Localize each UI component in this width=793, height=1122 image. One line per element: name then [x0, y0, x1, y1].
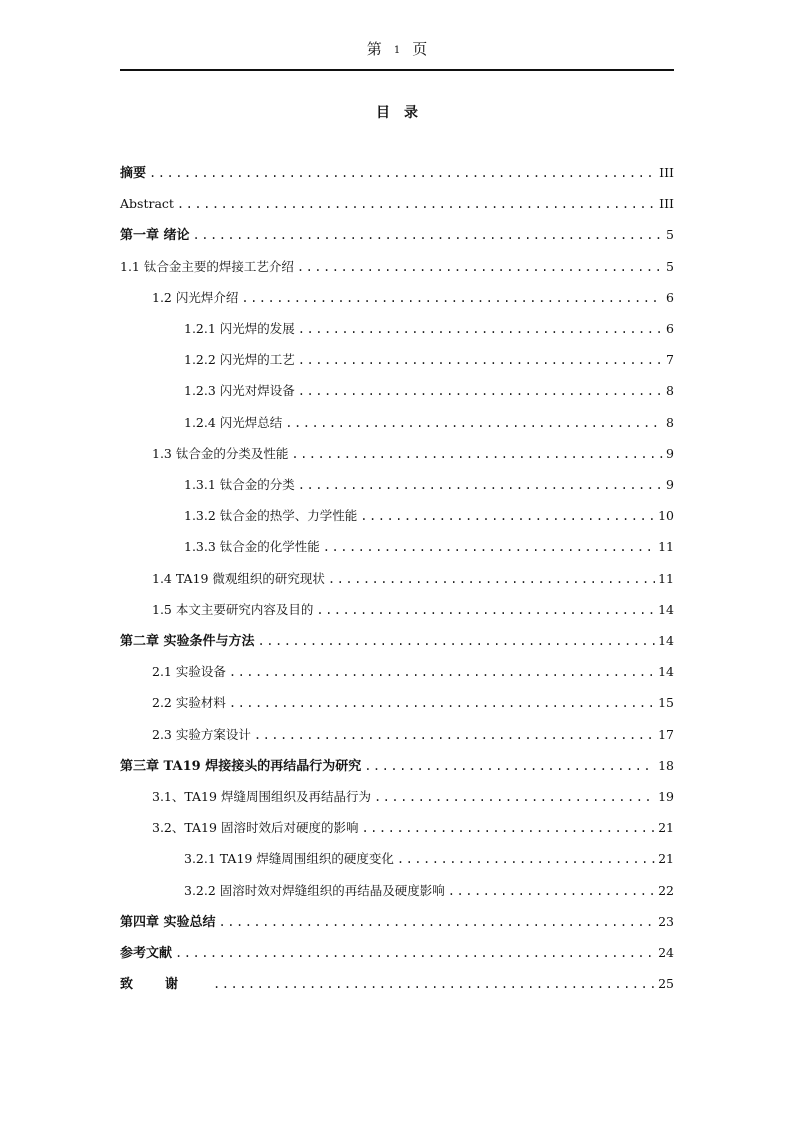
- toc-entry-label: 参考文献: [120, 946, 173, 961]
- toc-entry[interactable]: [120, 193, 674, 215]
- toc-leader-dots: [213, 973, 655, 995]
- toc-entry-page: 11: [658, 570, 674, 586]
- toc-leader-dots: [316, 599, 655, 621]
- toc-entry[interactable]: [120, 661, 674, 683]
- toc-entry-label: 第一章 绪论: [120, 228, 190, 244]
- toc-leader-dots: [297, 256, 663, 278]
- toc-leader-dots: [298, 474, 663, 496]
- toc-leader-dots: [298, 318, 663, 340]
- toc-entry-label: 1.3.3 钛合金的化学性能: [184, 539, 320, 555]
- toc-entry[interactable]: [120, 380, 674, 402]
- toc-leader-dots: [241, 287, 663, 309]
- toc-entry[interactable]: [120, 349, 674, 371]
- toc-entry-label: 1.5 本文主要研究内容及目的: [152, 601, 314, 617]
- toc-entry-label: 1.2 闪光焊介绍: [152, 289, 239, 305]
- toc-entry-page: III: [659, 196, 674, 212]
- toc-entry-page: 6: [666, 321, 674, 336]
- toc-entry-label: 1.1 钛合金主要的焊接工艺介绍: [120, 258, 294, 274]
- toc-leader-dots: [361, 817, 655, 839]
- toc-leader-dots: [193, 224, 664, 246]
- toc-entry-label: 1.2.4 闪光焊总结: [184, 414, 283, 430]
- toc-entry-label: 2.2 实验材料: [152, 695, 226, 711]
- toc-entry[interactable]: [120, 911, 674, 933]
- toc-entry[interactable]: [120, 318, 674, 340]
- toc-leader-dots: [360, 505, 655, 527]
- toc-entry-label: 1.3.1 钛合金的分类: [184, 477, 295, 492]
- toc-leader-dots: [219, 911, 656, 933]
- toc-entry-page: 21: [658, 820, 674, 836]
- toc-entry-label: 3.1、TA19 焊缝周围组织及再结晶行为: [152, 789, 371, 804]
- toc-entry-page: III: [659, 165, 674, 180]
- toc-entry-page: 24: [658, 945, 674, 960]
- toc-entry[interactable]: [120, 848, 674, 870]
- toc-leader-dots: [229, 692, 655, 714]
- toc-leader-dots: [328, 568, 655, 590]
- toc-entry-label: 致谢: [120, 977, 211, 993]
- toc-leader-dots: [298, 349, 663, 371]
- toc-entry-page: 22: [658, 882, 674, 898]
- toc-entry-page: 8: [666, 414, 674, 430]
- toc-entry[interactable]: [120, 287, 674, 309]
- toc-entry-page: 6: [666, 289, 674, 305]
- toc-leader-dots: [397, 848, 655, 870]
- toc-entry-label: 1.2.2 闪光焊的工艺: [184, 352, 295, 368]
- toc-leader-dots: [177, 193, 656, 215]
- toc-entry[interactable]: [120, 724, 674, 746]
- toc-entry-label: 1.4 TA19 微观组织的研究现状: [152, 570, 325, 586]
- toc-entry-page: 19: [658, 789, 674, 804]
- toc-entry[interactable]: [120, 692, 674, 714]
- toc-entry-label: 3.2、TA19 固溶时效后对硬度的影响: [152, 820, 359, 836]
- toc-entry-page: 9: [666, 445, 674, 461]
- toc-entry-page: 9: [666, 477, 674, 492]
- toc-entry[interactable]: [120, 162, 674, 184]
- toc-entry-label: 2.1 实验设备: [152, 664, 226, 680]
- toc-entry[interactable]: [120, 755, 674, 777]
- toc-leader-dots: [298, 380, 663, 402]
- toc-entry[interactable]: [120, 568, 674, 590]
- toc-entry-page: 5: [666, 258, 674, 274]
- toc-entry[interactable]: [120, 224, 674, 246]
- toc-entry[interactable]: [120, 817, 674, 839]
- toc-entry[interactable]: [120, 412, 674, 434]
- toc-entry-page: 21: [658, 851, 674, 867]
- toc-entry[interactable]: [120, 256, 674, 278]
- toc-entry[interactable]: [120, 973, 674, 995]
- toc-entry[interactable]: [120, 599, 674, 621]
- toc-entry[interactable]: [120, 474, 674, 496]
- toc-entry[interactable]: [120, 880, 674, 902]
- toc-entry-label: 第四章 实验总结: [120, 914, 216, 930]
- toc-entry-page: 25: [658, 976, 674, 992]
- toc-entry[interactable]: [120, 536, 674, 558]
- toc-entry-page: 7: [666, 352, 674, 368]
- toc-title: 目录: [376, 105, 432, 121]
- toc-entry-label: Abstract: [120, 196, 174, 212]
- toc-entry-page: 10: [658, 508, 674, 524]
- toc-entry-page: 14: [658, 601, 674, 617]
- toc-leader-dots: [374, 786, 655, 808]
- toc-leader-dots: [254, 724, 655, 746]
- toc-leader-dots: [364, 755, 655, 777]
- toc-entry-label: 第二章 实验条件与方法: [120, 634, 255, 649]
- toc-entry-page: 5: [666, 227, 674, 243]
- toc-leader-dots: [291, 443, 663, 465]
- toc-entry-page: 14: [658, 664, 674, 680]
- toc-entry[interactable]: [120, 505, 674, 527]
- page-header: [120, 38, 674, 60]
- toc-entry-label: 1.3 钛合金的分类及性能: [152, 445, 289, 461]
- page-suffix: 页: [412, 40, 428, 58]
- toc-entry-page: 17: [658, 726, 674, 742]
- toc-entry[interactable]: [120, 942, 674, 964]
- toc-entry-page: 14: [658, 633, 674, 648]
- toc-leader-dots: [448, 880, 655, 902]
- toc-leader-dots: [175, 942, 655, 964]
- toc-entry-label: 3.2.1 TA19 焊缝周围组织的硬度变化: [184, 851, 394, 867]
- toc-entry-label: 1.2.1 闪光焊的发展: [184, 321, 295, 336]
- header-rule: [120, 69, 674, 71]
- toc-entry-label: 2.3 实验方案设计: [152, 726, 251, 742]
- toc-entry-page: 23: [658, 913, 674, 929]
- toc-entry-page: 15: [658, 695, 674, 711]
- toc-entry-label: 1.2.3 闪光对焊设备: [184, 383, 295, 399]
- toc-leader-dots: [323, 536, 655, 558]
- toc-entry-page: 11: [658, 539, 674, 555]
- toc-leader-dots: [285, 412, 663, 434]
- toc-entry-label: 3.2.2 固溶时效对焊缝组织的再结晶及硬度影响: [184, 882, 445, 898]
- toc-leader-dots: [149, 162, 656, 184]
- toc-leader-dots: [229, 661, 655, 683]
- toc-leader-dots: [258, 630, 656, 652]
- toc-entry-label: 摘要: [120, 166, 147, 181]
- toc-entry[interactable]: [120, 786, 674, 808]
- page-prefix: 第: [366, 40, 382, 58]
- toc-entry-page: 8: [666, 383, 674, 399]
- toc-entry[interactable]: [120, 630, 674, 652]
- toc-entry-page: 18: [658, 757, 674, 773]
- page-number: 1: [393, 45, 401, 56]
- toc-entry-label: 1.3.2 钛合金的热学、力学性能: [184, 508, 358, 524]
- toc-entry-label: 第三章 TA19 焊接接头的再结晶行为研究: [120, 758, 362, 774]
- toc-entry[interactable]: [120, 443, 674, 465]
